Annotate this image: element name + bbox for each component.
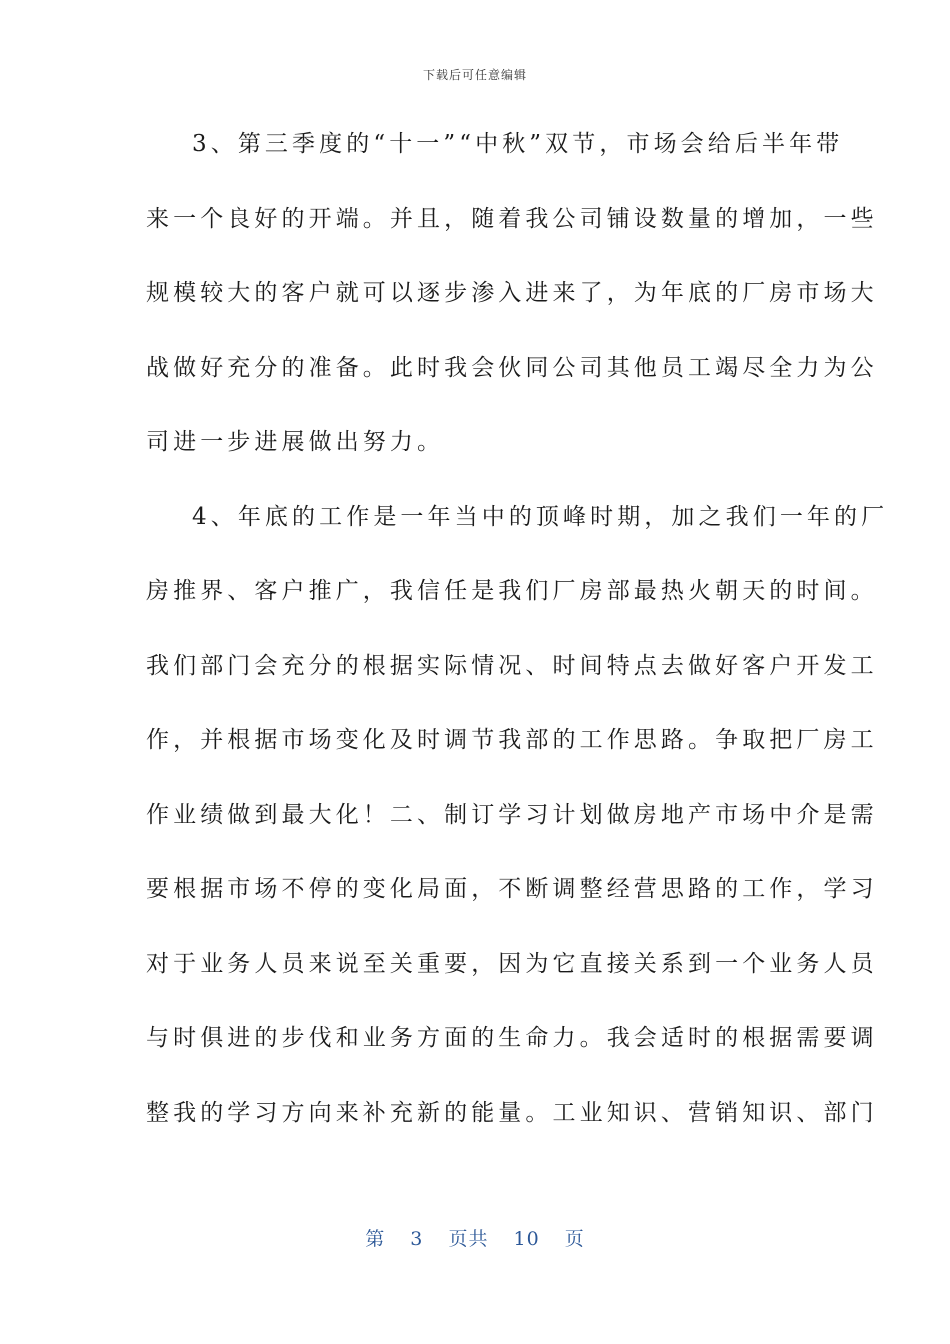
paragraph-line: 3、第三季度的“十一”“中秋”双节，市场会给后半年带 — [192, 131, 844, 157]
paragraph-line: 房推界、客户推广，我信任是我们厂房部最热火朝天的时间。 — [146, 578, 878, 604]
paragraph-line: 整我的学习方向来补充新的能量。工业知识、营销知识、部门 — [146, 1099, 878, 1126]
page-label-middle: 页共 — [448, 1228, 489, 1250]
paragraph-line: 要根据市场不停的变化局面，不断调整经营思路的工作，学习 — [146, 876, 878, 902]
paragraph-line: 来一个良好的开端。并且，随着我公司铺设数量的增加，一些 — [146, 205, 878, 232]
paragraph-line: 司进一步进展做出努力。 — [146, 429, 445, 455]
paragraph-line: 作，并根据市场变化及时调节我部的工作思路。争取把厂房工 — [146, 727, 878, 753]
paragraph-line: 与时俱进的步伐和业务方面的生命力。我会适时的根据需要调 — [146, 1025, 878, 1051]
paragraph-line: 我们部门会充分的根据实际情况、时间特点去做好客户开发工 — [146, 652, 878, 679]
paragraph-line: 4、年底的工作是一年当中的顶峰时期，加之我们一年的厂 — [192, 503, 889, 530]
paragraph-line: 战做好充分的准备。此时我会伙同公司其他员工竭尽全力为公 — [146, 354, 878, 381]
page-label-suffix: 页 — [564, 1228, 585, 1250]
page-label-prefix: 第 — [365, 1228, 386, 1250]
document-body — [146, 118, 889, 1161]
total-pages-number: 10 — [513, 1228, 540, 1250]
page-footer — [0, 1224, 950, 1251]
current-page-number: 3 — [410, 1228, 424, 1250]
paragraph-line: 规模较大的客户就可以逐步渗入进来了，为年底的厂房市场大 — [146, 280, 878, 306]
page-header: 下载后可任意编辑 — [422, 68, 527, 82]
paragraph-line: 对于业务人员来说至关重要，因为它直接关系到一个业务人员 — [146, 950, 878, 977]
paragraph-line: 作业绩做到最大化！二、制订学习计划做房地产市场中介是需 — [146, 801, 878, 828]
